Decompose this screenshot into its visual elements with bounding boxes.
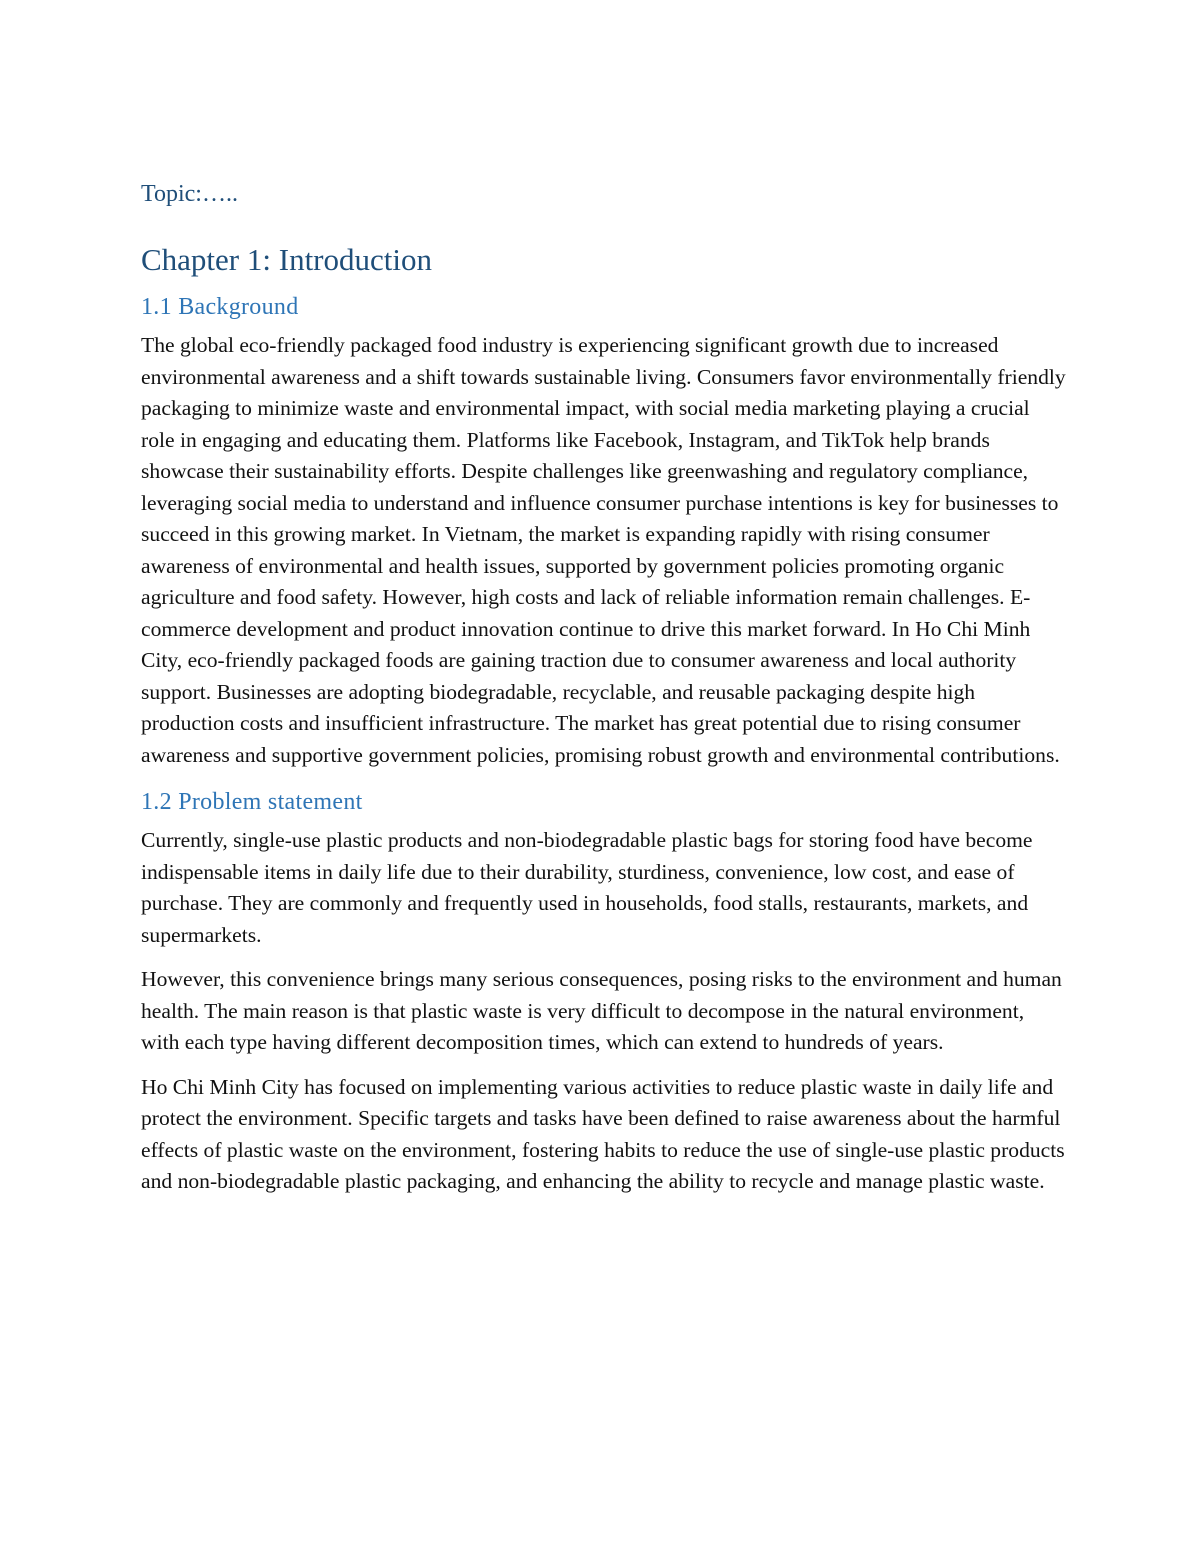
problem-paragraph-1: Currently, single-use plastic products and non-biodegradable plastic bags for storing food have become indispensable items in daily life due to their durability, sturdiness, convenience, low cost, and ease of purchase. They are commonly and frequently used in households, food stalls, restaurants, markets, and supermarkets. bbox=[141, 828, 1033, 947]
section-heading-background: 1.1 Background bbox=[141, 294, 299, 320]
problem-paragraph-3: Ho Chi Minh City has focused on implementing various activities to reduce plastic waste in daily life and protect the environment. Specific targets and tasks have been defined to raise awareness about the harmful effects of plastic waste on the environment, fostering habits to reduce the use of single-use plastic products and non-biodegradable plastic packaging, and enhancing the ability to recycle and manage plastic waste. bbox=[141, 1074, 1065, 1193]
background-paragraph: The global eco-friendly packaged food industry is experiencing significant growth due to increased environmental awareness and a shift towards sustainable living. Consumers favor environmentally friendly packaging to minimize waste and environmental impact, with social media marketing playing a crucial role in engaging and educating them. Platforms like Facebook, Instagram, and TikTok help brands showcase their sustainability efforts. Despite challenges like greenwashing and regulatory compliance, leveraging social media to understand and influence consumer purchase intentions is key for businesses to succeed in this growing market. In Vietnam, the market is expanding rapidly with rising consumer awareness of environmental and health issues, supported by government policies promoting organic agriculture and food safety. However, high costs and lack of reliable information remain challenges. E-commerce development and product innovation continue to drive this market forward. In Ho Chi Minh City, eco-friendly packaged foods are gaining traction due to consumer awareness and local authority support. Businesses are adopting biodegradable, recyclable, and reusable packaging despite high production costs and insufficient infrastructure. The market has great potential due to rising consumer awareness and supportive government policies, promising robust growth and environmental contributions. bbox=[141, 333, 1066, 767]
topic-line: Topic:….. bbox=[141, 181, 238, 207]
chapter-title: Chapter 1: Introduction bbox=[141, 242, 432, 277]
section-heading-problem-statement: 1.2 Problem statement bbox=[141, 789, 363, 815]
document-body bbox=[141, 176, 1066, 1211]
problem-paragraph-2: However, this convenience brings many serious consequences, posing risks to the environment and human health. The main reason is that plastic waste is very difficult to decompose in the natural environment, with each type having different decomposition times, which can extend to hundreds of years. bbox=[141, 967, 1062, 1054]
